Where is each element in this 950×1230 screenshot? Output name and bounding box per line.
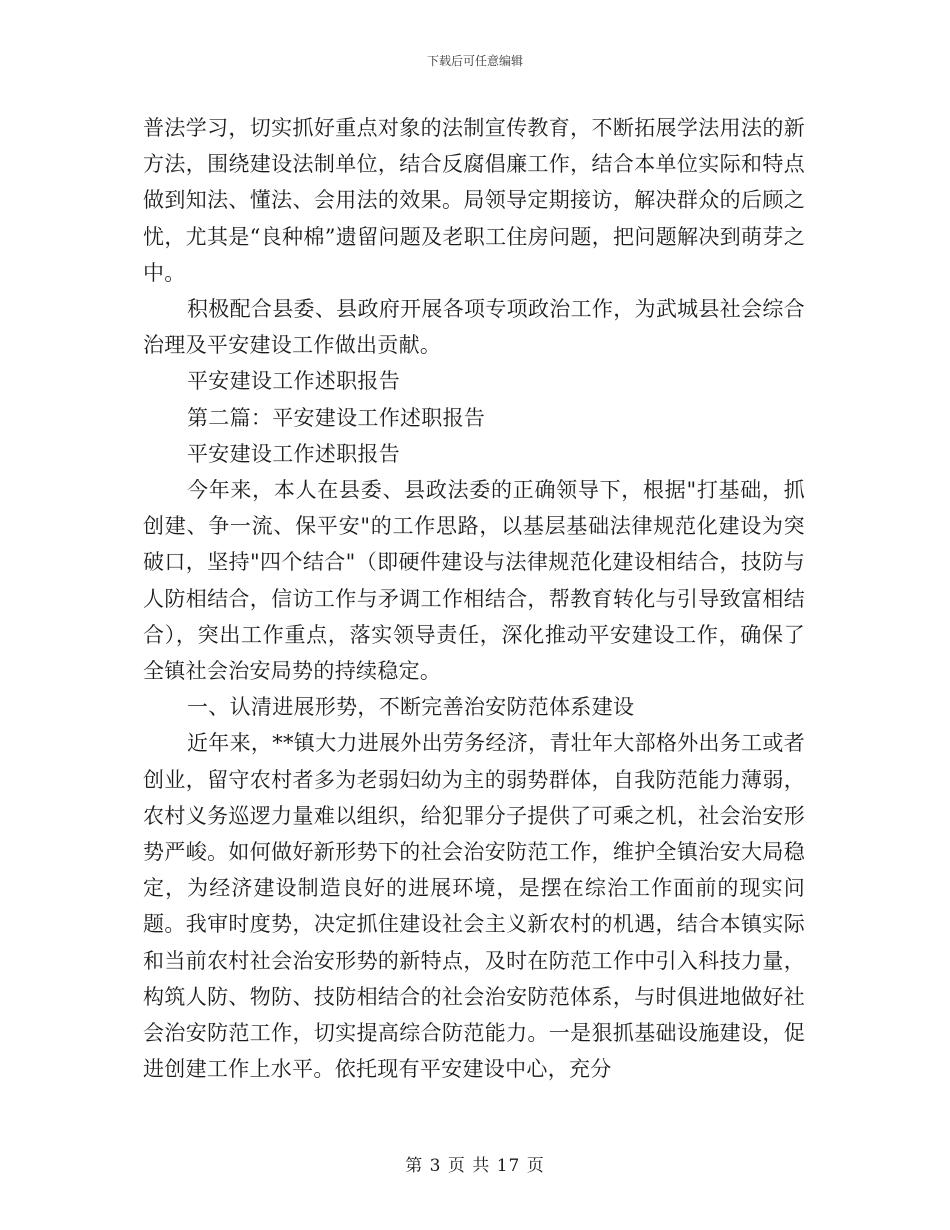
paragraph-3: 平安建设工作述职报告 bbox=[187, 369, 400, 394]
paragraph-2: 积极配合县委、县政府开展各项专项政治工作，为武城县社会综合治理及平安建设工作做出贡献。 bbox=[143, 297, 805, 358]
section-heading: 第二篇：平安建设工作述职报告 bbox=[187, 405, 486, 430]
page-number-footer: 第 3 页 共 17 页 bbox=[405, 1156, 545, 1176]
page-header-note: 下载后可任意编辑 bbox=[426, 54, 523, 68]
report-title: 平安建设工作述职报告 bbox=[187, 441, 400, 466]
paragraph-intro: 今年来，本人在县委、县政法委的正确领导下，根据"打基础，抓创建、争一流、保平安"的工作思路，以基层基础法律规范化建设为突破口，坚持"四个结合"（即硬件建设与法律规范化建设相结合，技防与人防相结合，信访工作与矛调工作相结合，帮教育转化与引导致富相结合），突出工作重点，落实领导责任，深化推动平安建设工作，确保了全镇社会治安局势的持续稳定。 bbox=[143, 478, 805, 684]
subsection-heading-1: 一、认清进展形势，不断完善治安防范体系建设 bbox=[187, 695, 635, 720]
paragraph-1: 普法学习，切实抓好重点对象的法制宣传教育，不断拓展学法用法的新方法，围绕建设法制单位，结合反腐倡廉工作，结合本单位实际和特点做到知法、懂法、会用法的效果。局领导定期接访，解决群众的后顾之忧，尤其是“良种棉”遗留问题及老职工住房问题，把问题解决到萌芽之中。 bbox=[143, 116, 805, 285]
paragraph-body: 近年来，**镇大力进展外出劳务经济，青壮年大部格外出务工或者创业，留守农村者多为老弱妇幼为主的弱势群体，自我防范能力薄弱，农村义务巡逻力量难以组织，给犯罪分子提供了可乘之机，社会治安形势严峻。如何做好新形势下的社会治安防范工作，维护全镇治安大局稳定，为经济建设制造良好的进展环境，是摆在综治工作面前的现实问题。我审时度势，决定抓住建设社会主义新农村的机遇，结合本镇实际和当前农村社会治安形势的新特点，及时在防范工作中引入科技力量，构筑人防、物防、技防相结合的社会治安防范体系，与时俱进地做好社会治安防范工作，切实提高综合防范能力。一是狠抓基础设施建设，促进创建工作上水平。依托现有平安建设中心，充分 bbox=[143, 731, 805, 1082]
document-body bbox=[143, 110, 805, 1087]
